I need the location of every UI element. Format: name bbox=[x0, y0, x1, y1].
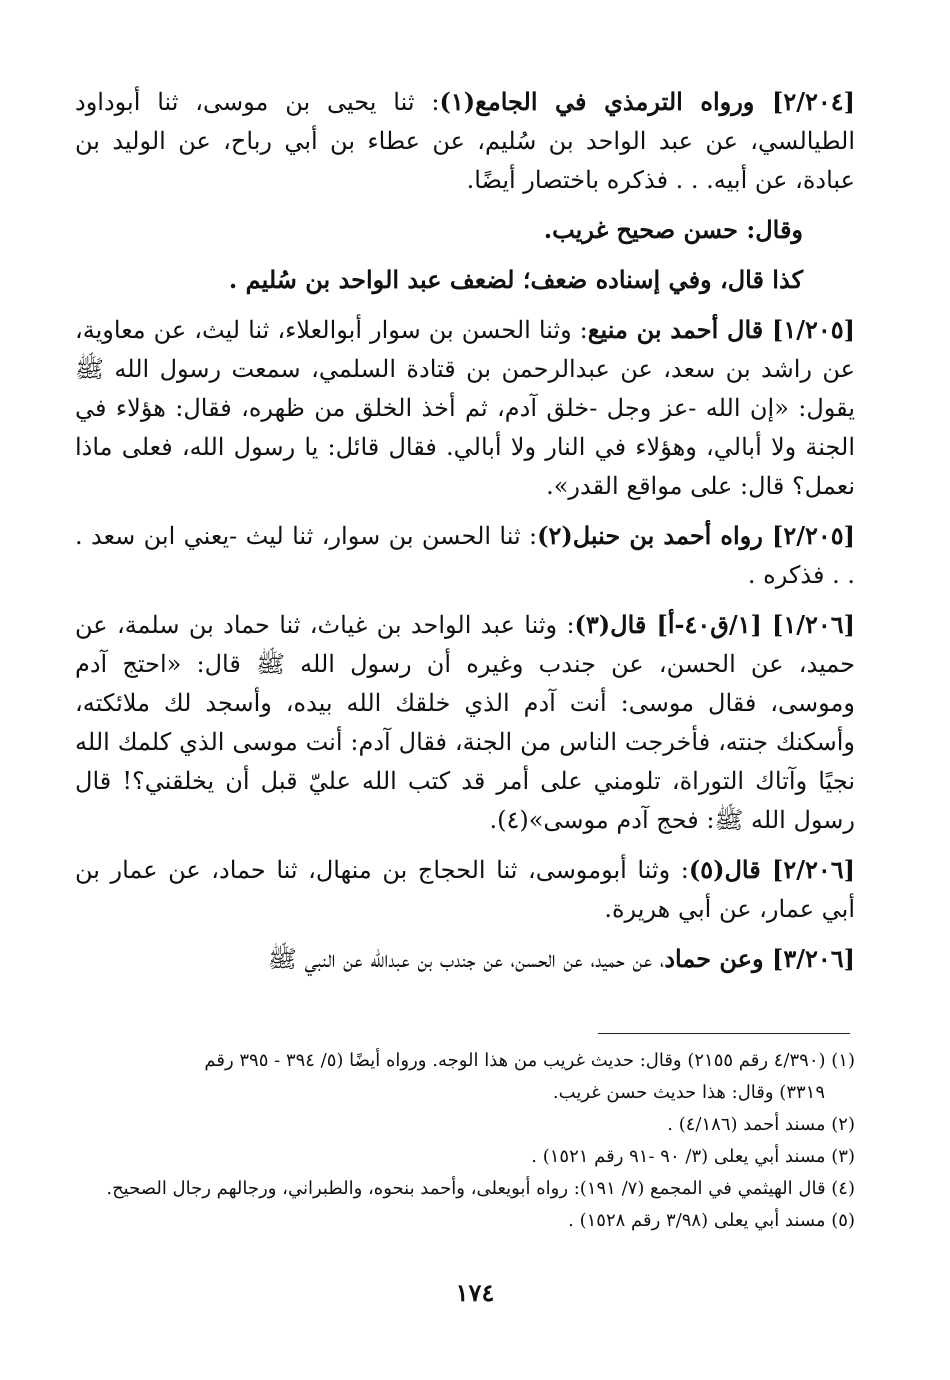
footnote-1: (١) (٤/٣٩٠ رقم ٢١٥٥) وقال: حديث غريب من هذا الوجه. ورواه أيضًا (٥/ ٣٩٤ - ٣٩٥ رقم bbox=[204, 1050, 855, 1071]
paragraph-body: : ثنا يحيى بن موسى، ثنا أبوداود الطيالسي، عن عبد الواحد بن سُليم، عن عطاء بن أبي رباح، عن الوليد بن عبادة، عن أبيه. . . فذكره باختصار أيضًا. bbox=[75, 88, 855, 194]
footnote-divider bbox=[598, 1033, 850, 1034]
paragraph-lead: كذا قال، وفي إسناده ضعف؛ لضعف عبد الواحد بن سُليم bbox=[245, 265, 803, 294]
footnote-3: (٣) مسند أبي يعلى (٣/ ٩٠ -٩١ رقم ١٥٢١) . bbox=[531, 1146, 855, 1167]
page-number: ١٧٤ bbox=[455, 1278, 495, 1307]
paragraph-lead: [٣/٢٠٦] وعن حماد bbox=[664, 944, 855, 973]
paragraph-body: . bbox=[228, 265, 246, 294]
footnote-2: (٢) مسند أحمد (٤/١٨٦) . bbox=[667, 1114, 855, 1135]
footnote-1-continued: ٣٣١٩) وقال: هذا حديث حسن غريب. bbox=[552, 1082, 825, 1103]
paragraph-lead: وقال bbox=[755, 215, 803, 244]
paragraph-body: : وثنا الحسن بن سوار أبوالعلاء، ثنا ليث، عن معاوية، عن راشد بن سعد، عن عبدالرحمن بن قتادة السلمي، سمعت رسول الله ﷺ يقول: «إن الله -عز وجل -خلق آدم، ثم أخذ الخلق من ظهره، فقال: هؤلاء في الجنة ولا أبالي، وهؤلاء في النار ولا أبالي. فقال قائل: يا رسول الله، فعلى ماذا نعمل؟ قال: على مواقع القدر». bbox=[75, 316, 855, 500]
footnote-5: (٥) مسند أبي يعلى (٣/٩٨ رقم ١٥٢٨) . bbox=[568, 1210, 855, 1231]
paragraph-lead: [٢/٢٠٦] قال(٥) bbox=[688, 855, 855, 884]
paragraph-206-3 bbox=[75, 939, 855, 979]
paragraph-tirmidhi-verdict bbox=[75, 210, 855, 250]
paragraph-205-2 bbox=[75, 516, 855, 595]
footnote-4: (٤) قال الهيثمي في المجمع (٧/ ١٩١): رواه أبويعلى، وأحمد بنحوه، والطبراني، ورجالهم رجال الصحيح. bbox=[106, 1178, 855, 1199]
paragraph-lead: [١/٢٠٥] قال أحمد بن منيع bbox=[587, 315, 855, 344]
paragraph-body: ، عن حميد، عن الحسن، عن جندب بن عبدالله عن النبي ﷺ bbox=[267, 945, 665, 973]
paragraph-206-1 bbox=[75, 605, 855, 840]
paragraph-body: : وثنا أبوموسى، ثنا الحجاج بن منهال، ثنا حماد، عن عمار بن أبي عمار، عن أبي هريرة. bbox=[75, 856, 855, 923]
paragraph-lead: [١/٢٠٦] [١/ق٤٠-أ] قال(٣) bbox=[574, 610, 855, 639]
paragraph-lead: [٢/٢٠٥] رواه أحمد بن حنبل(٢) bbox=[537, 521, 855, 550]
paragraph-206-2 bbox=[75, 850, 855, 929]
paragraph-body: : وثنا عبد الواحد بن غياث، ثنا حماد بن سلمة، عن حميد، عن الحسن، عن جندب وغيره أن رسول الله ﷺ قال: «احتج آدم وموسى، فقال موسى: أنت آدم الذي خلقك الله بيده، وأسجد لك ملائكته، وأسكنك جنته، فأخرجت الناس من الجنة، فقال آدم: أنت موسى الذي كلمك الله نجيًا وآتاك التوراة، تلومني على أمر قد كتب الله عليّ قبل أن يخلقني؟! قال رسول الله ﷺ: فحج آدم موسى»(٤). bbox=[75, 611, 856, 834]
footnotes bbox=[75, 1045, 855, 1237]
paragraph-205-1 bbox=[75, 310, 855, 506]
paragraph-body: : حسن صحيح غريب. bbox=[543, 215, 756, 244]
main-text bbox=[75, 82, 855, 989]
paragraph-204-2 bbox=[75, 82, 855, 200]
paragraph-body: : ثنا الحسن بن سوار، ثنا ليث -يعني ابن سعد . . . فذكره . bbox=[75, 522, 855, 589]
paragraph-lead: [٢/٢٠٤] ورواه الترمذي في الجامع(١) bbox=[439, 87, 855, 116]
paragraph-author-comment bbox=[75, 260, 855, 300]
